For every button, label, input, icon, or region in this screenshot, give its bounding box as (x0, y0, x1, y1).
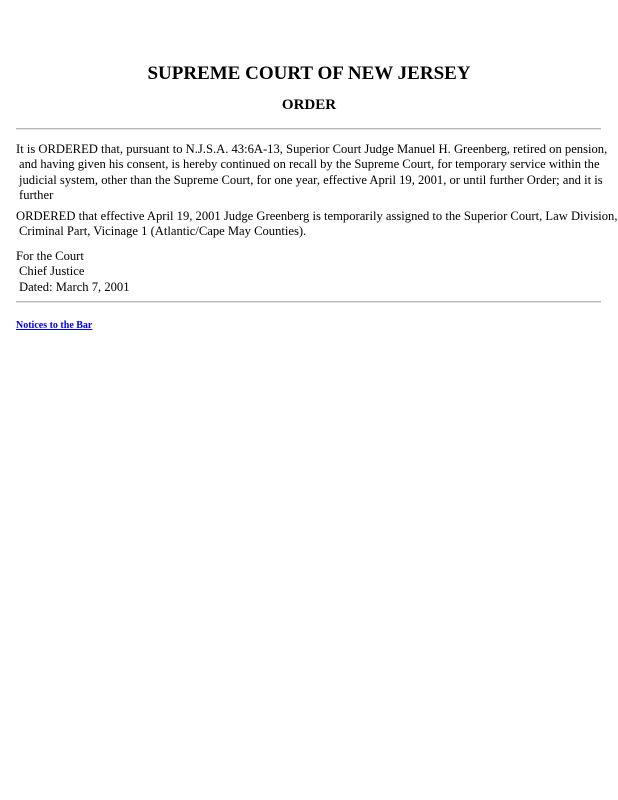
paragraph-line: further (19, 188, 54, 203)
signature-line: Chief Justice (19, 264, 85, 279)
order-paragraph-recall (16, 142, 606, 204)
top-divider (16, 128, 601, 130)
paragraph-line: and having given his consent, is hereby continued on recall by the Supreme Court, for temporary service within the (19, 157, 600, 172)
notices-to-the-bar-link[interactable]: Notices to the Bar (16, 320, 93, 331)
bottom-divider (16, 301, 601, 303)
order-paragraph-assignment (16, 209, 618, 240)
paragraph-line: judicial system, other than the Supreme Court, for one year, effective April 19, 2001, or until further Order; and it is (19, 172, 603, 187)
page-title: SUPREME COURT OF NEW JERSEY (147, 63, 471, 84)
signature-date: Dated: March 7, 2001 (19, 279, 130, 294)
paragraph-line: It is ORDERED that, pursuant to N.J.S.A. 43:6A-13, Superior Court Judge Manuel H. Greenberg, retired on pension, (16, 142, 608, 156)
paragraph-line: Criminal Part, Vicinage 1 (Atlantic/Cape May Counties). (19, 224, 307, 239)
order-heading: ORDER (281, 97, 337, 113)
signature-block (16, 249, 606, 295)
signature-line: For the Court (16, 249, 84, 263)
paragraph-line: ORDERED that effective April 19, 2001 Judge Greenberg is temporarily assigned to the Superior Court, Law Division, (16, 209, 618, 223)
